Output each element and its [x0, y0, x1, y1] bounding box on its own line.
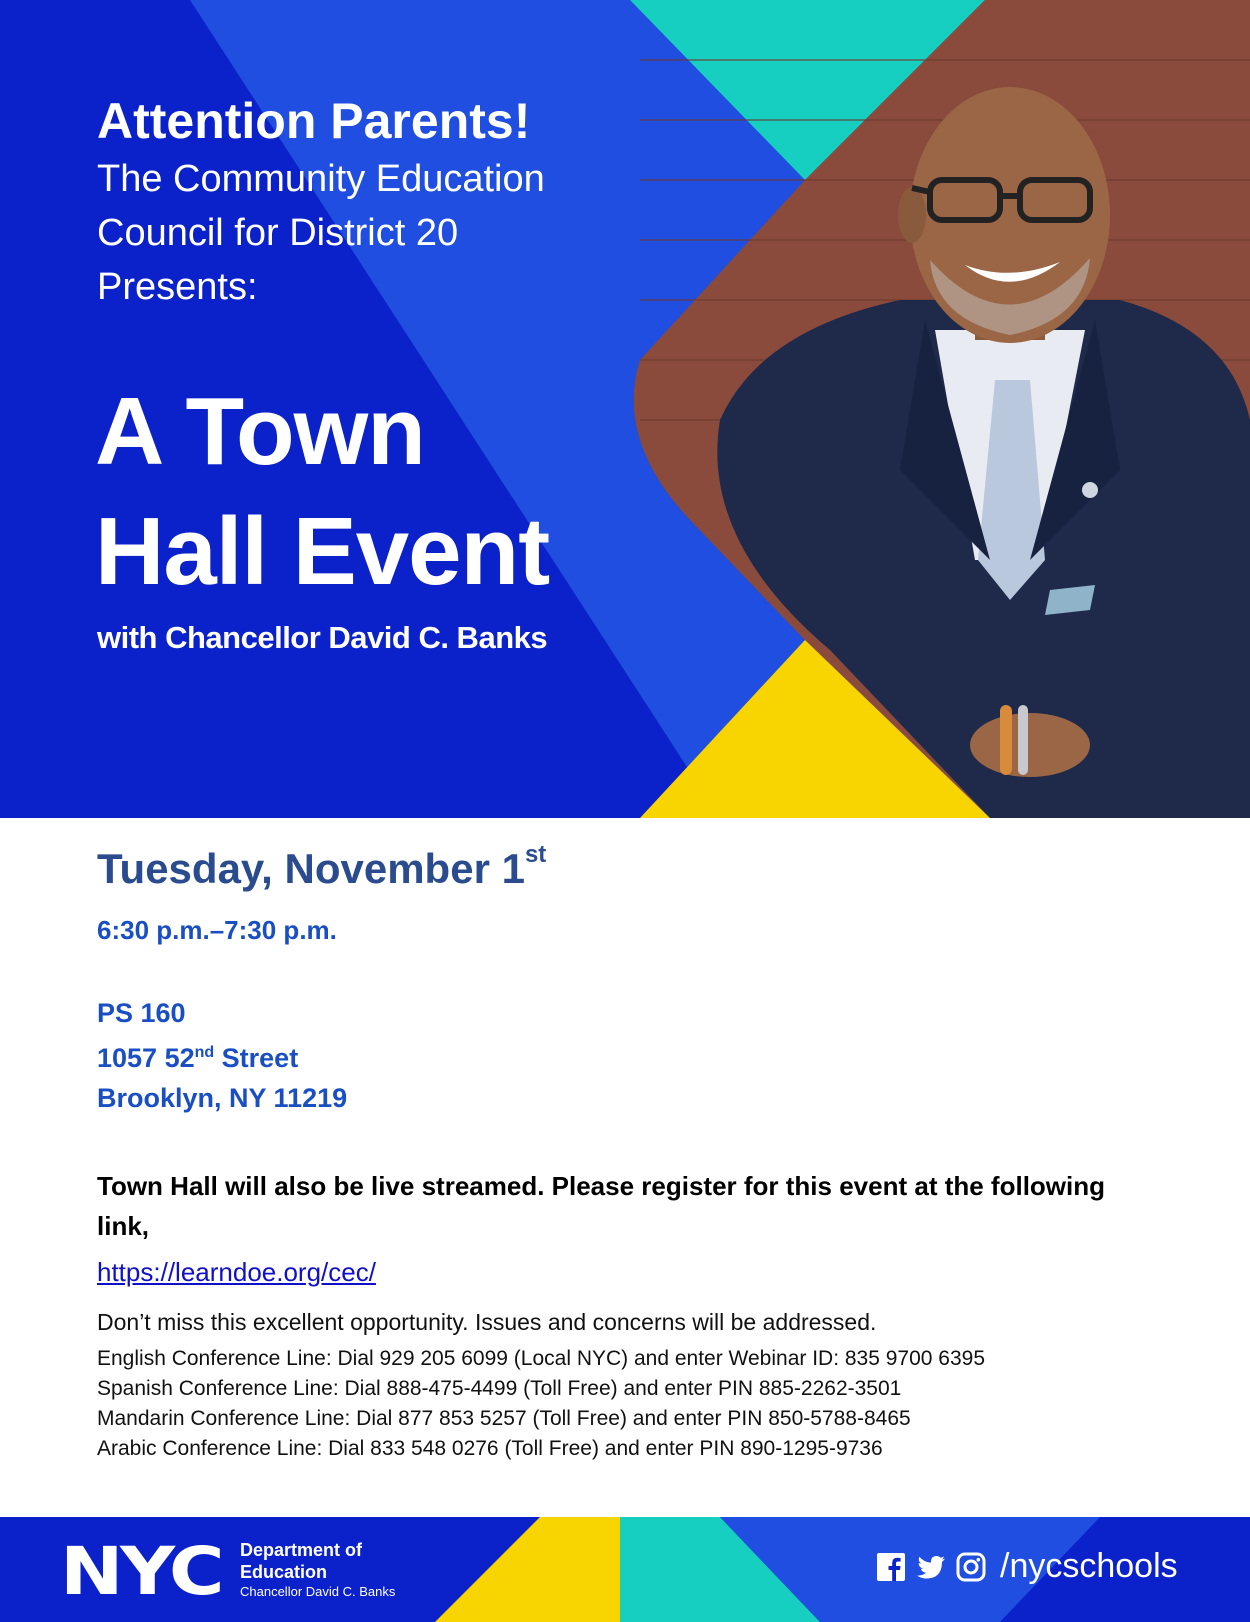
venue-name: PS 160 [97, 998, 186, 1028]
event-title-line-1: A Town [95, 378, 425, 485]
event-title [95, 372, 549, 612]
event-title-line-2: Hall Event [95, 498, 550, 605]
street-suffix: nd [194, 1044, 215, 1061]
event-address [97, 993, 347, 1118]
conference-line-spanish: Spanish Conference Line: Dial 888-475-4499 (Toll Free) and enter PIN 885-2262-3501 [97, 1377, 902, 1400]
instagram-icon[interactable] [956, 1552, 986, 1582]
event-date-suffix: st [524, 841, 547, 868]
facebook-icon[interactable] [876, 1552, 906, 1582]
twitter-icon[interactable] [916, 1552, 946, 1582]
doe-branding [240, 1539, 395, 1601]
hero-intro [97, 90, 657, 314]
event-date [97, 841, 547, 893]
dont-miss-text: Don’t miss this excellent opportunity. Issues and concerns will be addressed. [97, 1309, 877, 1335]
street-name: Street [214, 1043, 299, 1073]
dept-line-2: Education [240, 1562, 328, 1582]
social-handle[interactable]: /nycschools [1000, 1547, 1178, 1585]
conference-lines [97, 1344, 985, 1464]
presenter-line-1: The Community Education [97, 158, 545, 200]
dept-line-1: Department of [240, 1540, 363, 1560]
chancellor-credit: Chancellor David C. Banks [240, 1584, 396, 1599]
street-number: 1057 52 [97, 1043, 195, 1073]
street-address [97, 1033, 347, 1078]
conference-line-english: English Conference Line: Dial 929 205 6099 (Local NYC) and enter Webinar ID: 835 9700 6395 [97, 1347, 986, 1370]
conference-line-mandarin: Mandarin Conference Line: Dial 877 853 5257 (Toll Free) and enter PIN 850-5788-8465 [97, 1407, 911, 1430]
registration-link[interactable]: https://learndoe.org/cec/ [97, 1257, 376, 1287]
attention-heading: Attention Parents! [97, 93, 531, 149]
city-state-zip: Brooklyn, NY 11219 [97, 1083, 348, 1113]
livestream-notice: Town Hall will also be live streamed. Please register for this event at the following link, [97, 1171, 1106, 1241]
nyc-logo: NYC [60, 1533, 222, 1610]
event-time: 6:30 p.m.–7:30 p.m. [97, 915, 337, 945]
presenter-line-3: Presents: [97, 266, 258, 308]
presenter-line-2: Council for District 20 [97, 212, 459, 254]
footer-bar [0, 1517, 1250, 1622]
social-links [876, 1547, 1178, 1586]
event-date-main: Tuesday, November 1 [97, 845, 525, 892]
event-subtitle: with Chancellor David C. Banks [97, 620, 548, 655]
conference-line-arabic: Arabic Conference Line: Dial 833 548 0276 (Toll Free) and enter PIN 890-1295-9736 [97, 1437, 883, 1460]
